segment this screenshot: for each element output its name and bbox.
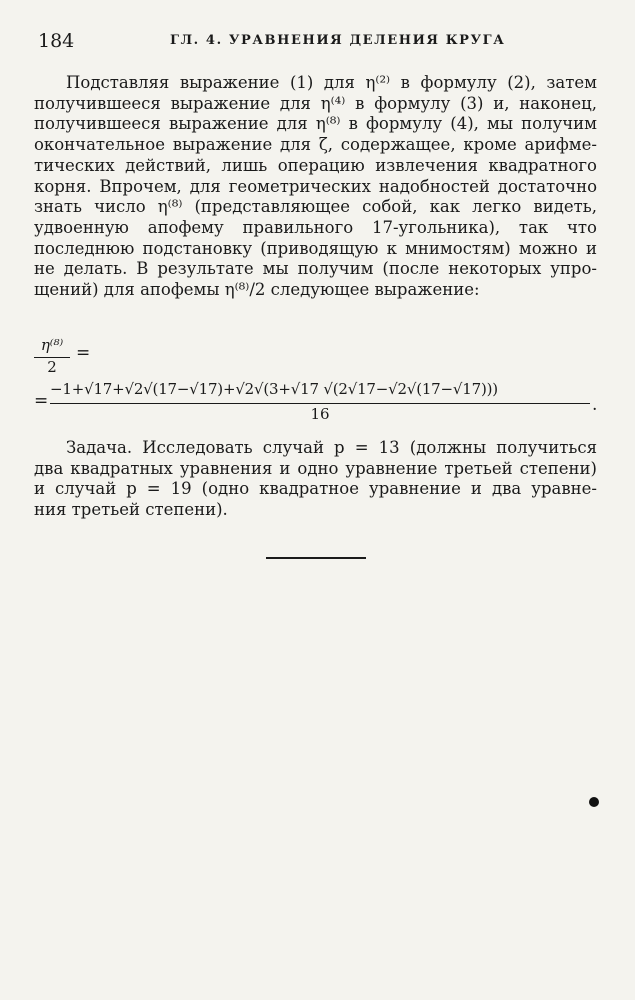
text-line: и случай p = 19 (одно квадратное уравнение и два уравне- <box>34 479 597 499</box>
rhs-numerator: −1+√17+√2√(17−√17)+√2√(3+√17 √(2√17−√2√(17−√17))) <box>50 375 590 404</box>
text-line: получившееся выражение для η⁽⁴⁾ в формулу (3) и, наконец, <box>34 93 597 113</box>
text-line: не делать. В результате мы получим (после некоторых упро- <box>34 259 597 279</box>
paragraph-intro <box>34 73 597 301</box>
print-mark <box>589 797 599 807</box>
lhs-fraction <box>34 335 70 376</box>
lhs-denominator: 2 <box>47 358 57 376</box>
text-line: корня. Впрочем, для геометрических надобностей достаточно <box>34 176 597 196</box>
formula-period: . <box>592 395 598 415</box>
text-line: тических действий, лишь операцию извлечения квадратного <box>34 155 597 175</box>
text-line: Задача. Исследовать случай p = 13 (должны получиться <box>66 438 597 457</box>
page-number: 184 <box>38 30 75 52</box>
text-line: Подставляя выражение (1) для η⁽²⁾ в формулу (2), затем <box>66 73 597 92</box>
running-title: ГЛ. 4. УРАВНЕНИЯ ДЕЛЕНИЯ КРУГА <box>170 33 506 48</box>
equals-sign: = <box>76 343 91 363</box>
text-line: получившееся выражение для η⁽⁸⁾ в формулу (4), мы получим <box>34 114 597 134</box>
text-line: два квадратных уравнения и одно уравнение третьей степени) <box>34 458 597 478</box>
text-line: щений) для апофемы η⁽⁸⁾/2 следующее выражение: <box>34 280 480 300</box>
apothem-formula <box>34 335 604 435</box>
text-line: знать число η⁽⁸⁾ (представляющее собой, как легко видеть, <box>34 197 597 217</box>
text-line: окончательное выражение для ζ, содержащее, кроме арифме- <box>34 135 597 155</box>
rhs-fraction <box>50 375 590 424</box>
equals-sign-continued: = <box>34 391 49 411</box>
page-header <box>38 30 597 54</box>
paragraph-exercise <box>34 438 597 521</box>
lhs-numerator: η⁽⁸⁾ <box>34 335 70 358</box>
rhs-denominator: 16 <box>310 405 330 423</box>
text-line: последнюю подстановку (приводящую к мнимостям) можно и <box>34 238 597 258</box>
text-line: удвоенную апофему правильного 17-угольника), так что <box>34 217 597 237</box>
section-end-rule <box>266 557 366 559</box>
text-line: ния третьей степени). <box>34 500 228 520</box>
